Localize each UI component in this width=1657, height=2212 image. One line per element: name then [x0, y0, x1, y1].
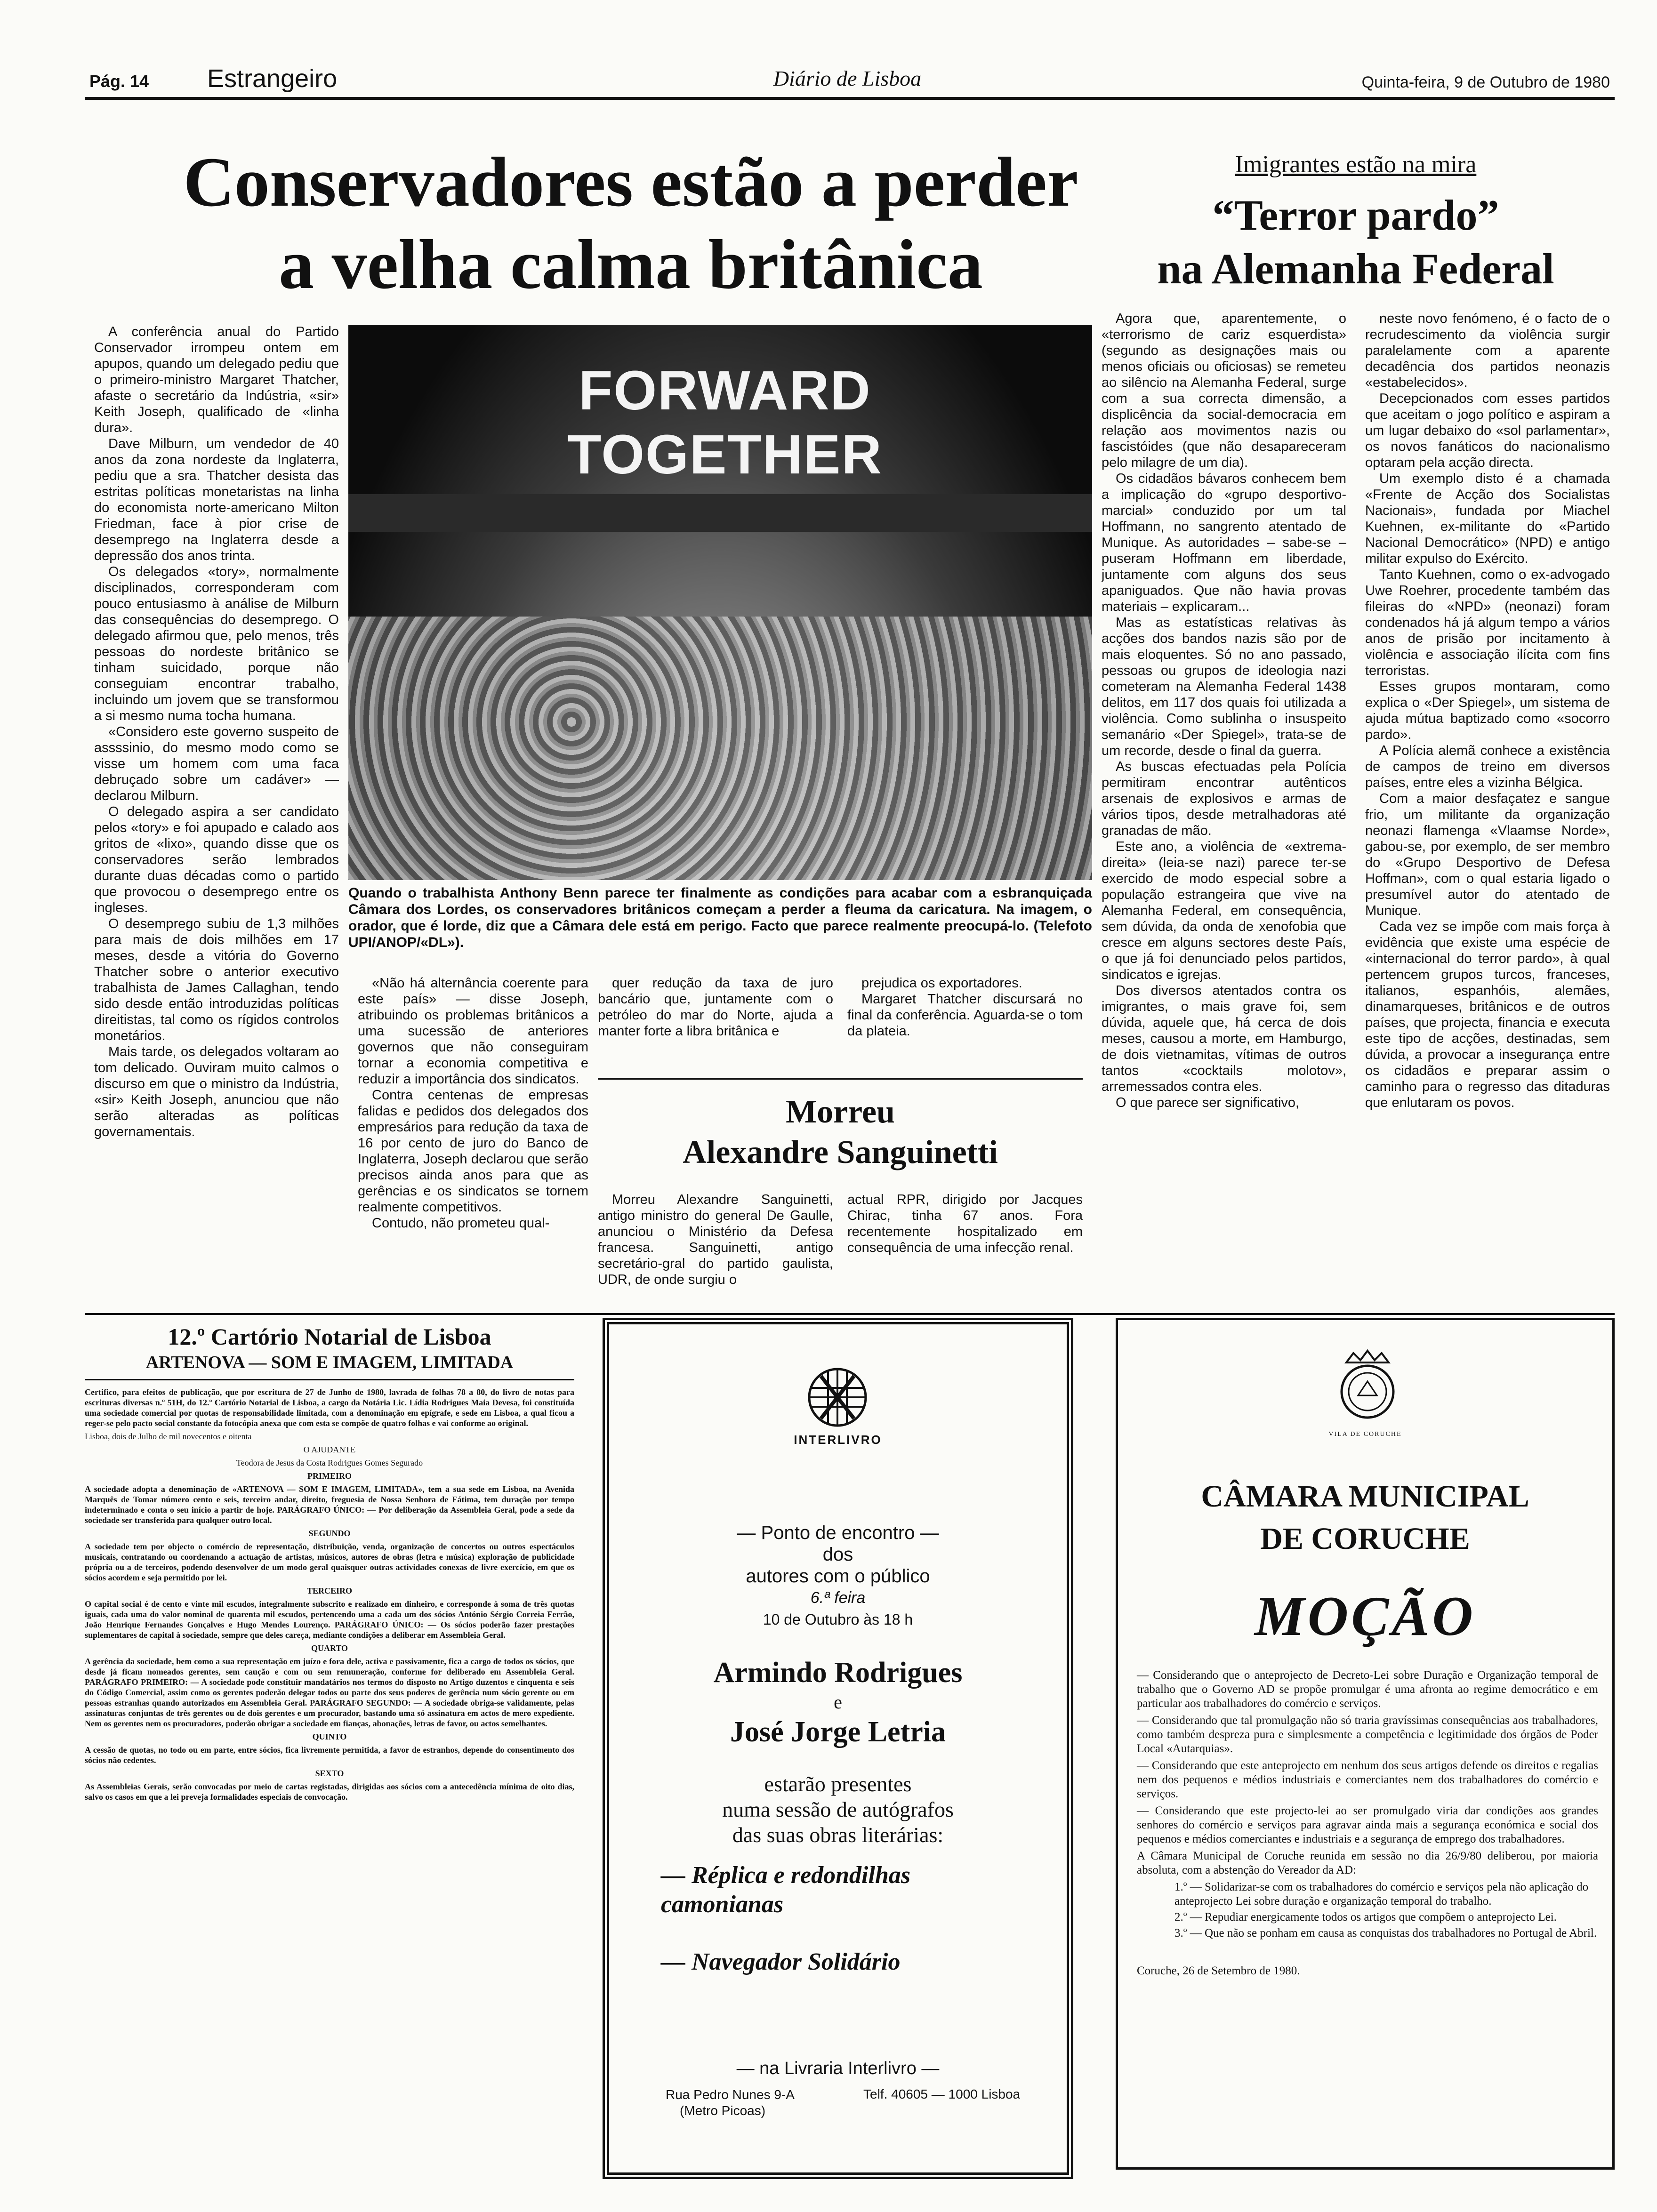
paragraph: O que parece ser significativo, — [1116, 1095, 1300, 1110]
paragraph: Os cidadãos bávaros conhecem bem a implicação do «grupo desportivo-marcial» conduzido por um tal Hoffmann, no sangrento atentado de Munique. As autoridades – sabe-se – puseram Hoffmann em liberdade, juntamente com alguns dos seus apaniguados. Que não havia provas materiais – explicaram... — [1102, 471, 1346, 614]
paragraph: neste novo fenómeno, é o facto de o recrudescimento da violência surgir paralelamente com a aparente decadência dos partidos neonazis «estabelecidos». — [1365, 311, 1610, 390]
right-article-headline — [1102, 188, 1610, 296]
main-headline-line2: a velha calma britânica — [279, 225, 983, 304]
death-notice-headline-line1: Morreu — [786, 1094, 895, 1130]
paragraph: Esses grupos montaram, como explica o «Der Spiegel», um sistema de ajuda mútua baptizado como «socorro pardo». — [1365, 679, 1610, 742]
council-name-line1: CÂMARA MUNICIPAL — [1201, 1479, 1529, 1514]
notary-section-text: As Assembleias Gerais, serão convocadas por meio de cartas registadas, dirigidas aos sócios com a antecedência mínima de oito dias, salvo os casos em que a lei preveja formalidades especiais de convocação. — [85, 1782, 574, 1802]
right-article-headline-line1: “Terror pardo” — [1212, 191, 1499, 239]
meeting-line: autores com o público — [746, 1566, 930, 1587]
crest-caption: VILA DE CORUCHE — [1328, 1431, 1402, 1438]
council-name — [1118, 1475, 1612, 1560]
death-notice-headline — [598, 1092, 1083, 1173]
right-article-col1 — [1102, 311, 1346, 1304]
address — [666, 2087, 854, 2119]
notary-section-head: PRIMEIRO — [307, 1471, 352, 1481]
meeting-line: dos — [822, 1544, 853, 1565]
photo-crowd — [348, 617, 1092, 880]
coat-of-arms-icon — [1335, 1348, 1400, 1428]
paragraph: «Considero este governo suspeito de assssinio, do mesmo modo como se visse um homem com uma faca debruçado sobre um cadáver» — declarou Milburn. — [94, 724, 339, 803]
main-article-col2 — [358, 975, 588, 1305]
right-article-kicker: Imigrantes estão na mira — [1235, 151, 1477, 178]
notary-section-text: A gerência da sociedade, bem como a sua representação em juízo e fora dele, activa e passivamente, fica a cargo de todos os sócios, que desde já ficam nomeados gerentes, sem caução e com ou sem remuneração, conforme for deliberado em Assembleia Geral. PARÁGRAFO PRIMEIRO: — A sociedade pode constituir mandatários nos termos do disposto no Artigo duzentos e cinquenta e seis do Código Comercial, assim como os gerentes poderão delegar todos ou parte dos seus poderes de gerência num sócio gerente ou em pessoas estranhas quando autorizados em Assembleia Geral. PARÁGRAFO SEGUNDO: — A sociedade obriga-se validamente, pelas assinaturas conjuntas de três gerentes ou de dois gerentes e um procurador, bastando uma só assinatura em actos de mero expediente. Nem os gerentes nem os procuradores, poderão obrigar a sociedade em fianças, abonações, letras de favor, ou actos semelhantes. — [85, 1657, 574, 1728]
coruche-motion — [1116, 1318, 1615, 2170]
conference-photo — [348, 325, 1092, 880]
notary-section-text: A sociedade adopta a denominação de «ARTENOVA — SOM E IMAGEM, LIMITADA», tem a sua sede em Lisboa, na Avenida Marquês de Tomar número cento e seis, terceiro andar, direito, freguesia de Nossa Senhora de Fátima, tem duração por tempo indeterminado e conta o seu início a partir de hoje. PARÁGRAFO ÚNICO: — Por deliberação da Assembleia Geral, pode a sede da sociedade ser transferida para qualquer outro local. — [85, 1484, 574, 1525]
motion-item: 2.º — Repudiar energicamente todos os artigos que compõem o anteprojecto Lei. — [1174, 1911, 1557, 1923]
notary-title: 12.º Cartório Notarial de Lisboa — [168, 1323, 491, 1350]
address-street: Rua Pedro Nunes 9-A — [666, 2087, 795, 2102]
motion-item: 3.º — Que não se ponham em causa as conquistas dos trabalhadores no Portugal de Abril. — [1174, 1927, 1597, 1940]
notary-section-text: O capital social é de cento e vinte mil escudos, integralmente subscrito e realizado em dinheiro, e corresponde à soma de três quotas iguais, cada uma do valor nominal de quarenta mil escudos, pertencendo uma a cada um dos sócios António Sérgio Correia Ferrão, João Henrique Fernandes Gonçalves e Hugo Mendes Lourenço. PARÁGRAFO ÚNICO: — Os sócios poderão fazer prestações suplementares de capital à sociedade, sempre que deles careça, mediante condições a deliberar em Assembleia Geral. — [85, 1599, 574, 1640]
main-article-col4 — [847, 975, 1083, 1069]
notary-section-head: TERCEIRO — [306, 1586, 353, 1595]
photo-caption: Quando o trabalhista Anthony Benn parece ter finalmente as condições para acabar com a esbranquiçada Câmara dos Lordes, os conservadores britânicos começam a perder a fleuma da caricatura. Na imagem, o orador, que é lorde, diz que a Câmara dele está em perigo. Facto que parece realmente preocupá-lo. (Telefoto UPI/ANOP/«DL»). — [348, 885, 1092, 950]
paragraph: Contudo, não prometeu qual- — [372, 1216, 550, 1231]
paragraph: Morreu Alexandre Sanguinetti, antigo ministro do general De Gaulle, anunciou o Ministério da Defesa francesa. Sanguinetti, antigo secretário-gral do partido gaulista, UDR, de onde surgiu o — [598, 1192, 833, 1287]
section-name: Estrangeiro — [207, 64, 338, 93]
right-article-headline-line2: na Alemanha Federal — [1157, 245, 1554, 293]
notary-role: O AJUDANTE — [303, 1445, 356, 1454]
paragraph: Decepcionados com esses partidos que aceitam o jogo político e aspiram a um lugar debaixo do «sol parlamentar», os novos fanáticos do nacionalismo optaram pela acção directa. — [1365, 391, 1610, 470]
paragraph: Os delegados «tory», normalmente disciplinados, corresponderam com pouco entusiasmo à análise de Milburn das consequências do desemprego. O delegado afirmou que, pelo menos, três pessoas do nordeste britânico se tinham suicidado, porque não conseguiam encontrar trabalho, incluindo um jovem que se transformou a si mesmo numa tocha humana. — [94, 564, 339, 723]
death-notice-rule — [598, 1078, 1083, 1080]
motion-item: 1.º — Solidarizar-se com os trabalhadores do comércio e serviços pela não aplicação do anteprojecto Lei sobre duração e organização temporal do trabalho. — [1174, 1881, 1589, 1907]
main-headline — [94, 141, 1167, 306]
motion-paragraph: — Considerando que este anteprojecto em nenhum dos seus artigos defende os direitos e regalias nem dos pequenos e médios industriais e comerciantes nem dos trabalhadores do comércio e serviços. — [1137, 1759, 1598, 1800]
author-name: José Jorge Letria — [730, 1716, 946, 1748]
notary-section-head: QUARTO — [311, 1643, 348, 1653]
motion-paragraph: — Considerando que este projecto-lei ao ser promulgado viria dar condições aos grandes senhores do comércio e serviços para agravar ainda mais a segurança económica e social dos pequenos e médios comerciantes e industriais e a segurança de emprego dos trabalhadores. — [1137, 1804, 1598, 1845]
session-text — [609, 1771, 1067, 1848]
book-title: — Réplica e redondilhas camonianas — [661, 1862, 911, 1918]
notary-subtitle: ARTENOVA — SOM E IMAGEM, LIMITADA — [145, 1353, 514, 1372]
paragraph: O delegado aspira a ser candidato pelos «tory» e foi apupado e calado aos gritos de «lixo», quando disse que os conservadores serão lembrados durante duas décadas como o partido que provocou o desemprego entre os ingleses. — [94, 804, 339, 915]
interlivro-logo-text: INTERLIVRO — [794, 1433, 882, 1447]
photo-banner: FORWARD TOGETHER — [567, 360, 883, 486]
paragraph: Mais tarde, os delegados voltaram ao tom delicado. Ouviram muito calmos o discurso em que o ministro da Indústria, «sir» Keith Joseph, anunciou que não serão alteradas as políticas governamentais. — [94, 1044, 339, 1139]
author-name: Armindo Rodrigues — [713, 1657, 963, 1689]
photo-stage — [348, 494, 1092, 532]
paragraph: A Polícia alemã conhece a existência de campos de treino em diversos países, entre eles a vizinha Bélgica. — [1365, 743, 1610, 790]
motion-paragraph: — Considerando que o anteprojecto de Decreto-Lei sobre Duração e Organização temporal de trabalho que o Governo AD se propõe promulgar é uma afronta ao regime democrático e em particular aos trabalhadores do comércio e serviços. — [1137, 1669, 1598, 1710]
paragraph: Com a maior desfaçatez e sangue frio, um militante da organização neonazi flamenga «Vlaamse Norde», gabou-se, por exemplo, de ser membro do «Grupo Desportivo de Defesa Hoffman», com o qual estaria ligado o presumível autor do atentado de Munique. — [1365, 791, 1610, 918]
death-notice-headline-line2: Alexandre Sanguinetti — [683, 1134, 998, 1170]
venue: — na Livraria Interlivro — — [736, 2059, 940, 2078]
paragraph: Dave Milburn, um vendedor de 40 anos da zona nordeste da Inglaterra, pediu que a sra. Thatcher desista das estritas políticas monetaristas na linha do economista norte-americano Milton Friedman, face à pior crise de desemprego na Inglaterra desde a depressão dos anos trinta. — [94, 436, 339, 563]
death-notice-col1 — [598, 1192, 833, 1305]
book-titles — [661, 1861, 1028, 1977]
main-article-col1 — [94, 324, 339, 1303]
notary-section-head: QUINTO — [312, 1732, 347, 1741]
paragraph: A conferência anual do Partido Conservador irrompeu ontem em apupos, quando um delegado pediu que o primeiro-ministro Margaret Thatcher, afaste o secretário da Indústria, «sir» Keith Joseph, qualificado de «linha dura». — [94, 324, 339, 435]
meeting-day: 6.ª feira — [810, 1589, 866, 1607]
motion-signoff: Coruche, 26 de Setembro de 1980. — [1137, 1964, 1300, 1977]
meeting-line: — Ponto de encontro — — [737, 1523, 939, 1543]
meeting-date: 10 de Outubro às 18 h — [763, 1611, 913, 1628]
paragraph: Contra centenas de empresas falidas e pedidos dos delegados dos empresários para redução da taxa de 16 por cento de juro do Banco de Inglaterra, Joseph declarou que serão precisos ainda anos para que as gerências e os sindicatos se tornem realmente competitivos. — [358, 1088, 588, 1215]
phone: Telf. 40605 — 1000 Lisboa — [863, 2087, 1021, 2101]
notary-section-head: SEGUNDO — [308, 1529, 351, 1538]
paragraph: Um exemplo disto é a chamada «Frente de Acção dos Socialistas Nacionais», fundada por Miachel Kuehnen, ex-militante do «Partido Nacional Democrático» (NPD) e antigo militar expulso do Exército. — [1365, 471, 1610, 566]
paragraph: As buscas efectuadas pela Polícia permitiram encontrar autênticos arsenais de explosivos e armas de vários tipos, desde metralhadoras até granadas de mão. — [1102, 759, 1346, 838]
main-headline-line1: Conservadores estão a perder — [183, 143, 1078, 221]
paragraph: Tanto Kuehnen, como o ex-advogado Uwe Roehrer, procedente também das fileiras do «NPD» (neonazi) foram condenados há já algum tempo a vários anos de prisão por incitamento à violência e associação ilícita com fins terroristas. — [1365, 567, 1610, 678]
paragraph: Mas as estatísticas relativas às acções dos bandos nazis são por de mais eloquentes. Só no ano passado, pessoas ou grupos de ideologia nazi cometeram na Alemanha Federal 1438 delitos, em 117 dos quais foi utilizada a violência. Como sublinha o insuspeito semanário «Der Spiegel», trata-se de um recorde, desde o final da guerra. — [1102, 615, 1346, 758]
right-article-col2 — [1365, 311, 1610, 1304]
session-line: numa sessão de autógrafos — [722, 1797, 954, 1821]
paragraph: Agora que, aparentemente, o «terrorismo de cariz esquerdista» (segundo as designações mais ou menos oficiais ou oficiosas) se remeteu ao silêncio na Alemanha Federal, surge com a sua correcta dimensão, a displicência da social-democracia em relação aos movimentos nazis ou fascistóides (que não desapareceram pelo milagre de um dia). — [1102, 311, 1346, 470]
paragraph: quer redução da taxa de juro bancário que, juntamente com o petróleo do mar do Norte, ajuda a manter forte a libra britânica e — [598, 976, 833, 1039]
paragraph: «Não há alternância coerente para este país» — disse Joseph, atribuindo os problemas britânicos a uma sucessão de anteriores governos que não conseguiram tornar a economia competitiva e reduzir a importância dos sindicatos. — [358, 976, 588, 1087]
notary-signatory: Teodora de Jesus da Costa Rodrigues Gomes Segurado — [236, 1458, 423, 1467]
paragraph: prejudica os exportadores. — [861, 976, 1022, 991]
notary-intro: Certifico, para efeitos de publicação, que por escritura de 27 de Junho de 1980, lavrada de folhas 78 a 80, do livro de notas para escrituras diversas n.º 51H, do 12.º Cartório Notarial de Lisboa, a cargo da Notária Lic. Lídia Rodrigues Maia Devesa, foi constituída uma sociedade comercial por quotas de responsabilidade limitada, com a denominação em epígrafe, e sede em Lisboa, a qual ficou a reger-se pelo pacto social constante da fotocópia anexa que com esta se compõe de quatro folhas e vai conforme ao original. — [85, 1387, 574, 1428]
interlivro-info — [609, 1522, 1067, 1630]
paragraph: Dos diversos atentados contra os imigrantes, o mais grave foi, sem dúvida, aquele que, há cerca de dois meses, causou a morte, em Hamburgo, de dois vietnamitas, vítimas de outros tantos «cocktails molotov», arremessados contra eles. — [1102, 983, 1346, 1094]
interlivro-ad — [603, 1318, 1073, 2179]
paragraph: O desemprego subiu de 1,3 milhões para mais de dois milhões em 17 meses, desde a vitória do Governo Thatcher sobre o anterior executivo trabalhista de James Callaghan, tendo sido desde então introduzidas políticas direitistas, tal como os rígidos controlos monetários. — [94, 916, 339, 1043]
paragraph: Este ano, a violência de «extrema-direita» (leia-se nazi) parece ter-se exercido de modo especial sobre a população estrangeira que vive na Alemanha Federal, em consequência, sem dúvida, da onda de xenofobia que cresce em alguns sectores deste País, o que já foi denunciado pelos partidos, sindicatos e igrejas. — [1102, 839, 1346, 982]
masthead: Diário de Lisboa — [773, 66, 922, 90]
session-line: estarão presentes — [764, 1772, 912, 1796]
book-title: — Navegador Solidário — [661, 1948, 901, 1975]
section-rule — [85, 1313, 1615, 1315]
notary-section-head: SEXTO — [315, 1769, 344, 1778]
motion-paragraph: — Considerando que tal promulgação não só traria gravíssimas consequências aos trabalhadores, como também despreza pura e simplesmente a competência e legitimidade dos órgãos de Poder Local «Autarquias». — [1137, 1714, 1598, 1755]
globe-icon — [807, 1367, 868, 1428]
main-article-col3 — [598, 975, 833, 1069]
address-metro: (Metro Picoas) — [680, 2103, 766, 2118]
paragraph: Margaret Thatcher discursará no final da conferência. Aguarda-se o tom da plateia. — [847, 992, 1083, 1039]
council-name-line2: DE CORUCHE — [1260, 1522, 1470, 1556]
session-line: das suas obras literárias: — [732, 1823, 944, 1847]
author-conjunction: e — [834, 1691, 842, 1713]
death-notice-col2 — [847, 1192, 1083, 1305]
issue-date: Quinta-feira, 9 de Outubro de 1980 — [1361, 73, 1610, 91]
author-names — [609, 1654, 1067, 1751]
notary-section-text: A sociedade tem por objecto o comércio de representação, distribuição, venda, organização de concertos ou outros espectáculos musicais, contratando ou coordenando a actuação de artistas, músicos, autores de obras (letra e música) exploração de publicidade própria ou a de terceiros, podendo desenvolver de um modo geral quaisquer outras actividades conexas de livre exercício, em que os sócios acordem e seja permitido por lei. — [85, 1542, 574, 1582]
page-number: Pág. 14 — [89, 72, 149, 91]
motion-heading: MOÇÃO — [1254, 1585, 1476, 1647]
paragraph: actual RPR, dirigido por Jacques Chirac, tinha 67 anos. Fora recentemente hospitalizado em consequência de uma infecção renal. — [847, 1192, 1083, 1255]
notary-notice — [85, 1322, 574, 2198]
header-rule — [85, 97, 1615, 100]
motion-paragraph: A Câmara Municipal de Coruche reunida em sessão no dia 26/9/80 deliberou, por maioria absoluta, com a abstenção do Vereador da AD: — [1137, 1850, 1598, 1876]
notary-rule — [85, 1379, 574, 1380]
notary-place-date: Lisboa, dois de Julho de mil novecentos e oitenta — [85, 1432, 252, 1441]
paragraph: Cada vez se impõe com mais força à evidência que existe uma espécie de «internacional do terror pardo», à qual pertencem grupos turcos, franceses, italianos, espanhóis, alemães, dinamarqueses, britânicos e de outros países, que projecta, financia e executa este tipo de acções, destinadas, sem dúvida, a provocar a insegurança entre os cidadãos e preparar assim o caminho para o regresso das ditaduras que enlutaram os povos. — [1365, 919, 1610, 1110]
motion-text — [1137, 1668, 1598, 1981]
notary-section-text: A cessão de quotas, no todo ou em parte, entre sócios, fica livremente permitida, a favor de estranhos, depende do consentimento dos sócios não cedentes. — [85, 1745, 574, 1765]
